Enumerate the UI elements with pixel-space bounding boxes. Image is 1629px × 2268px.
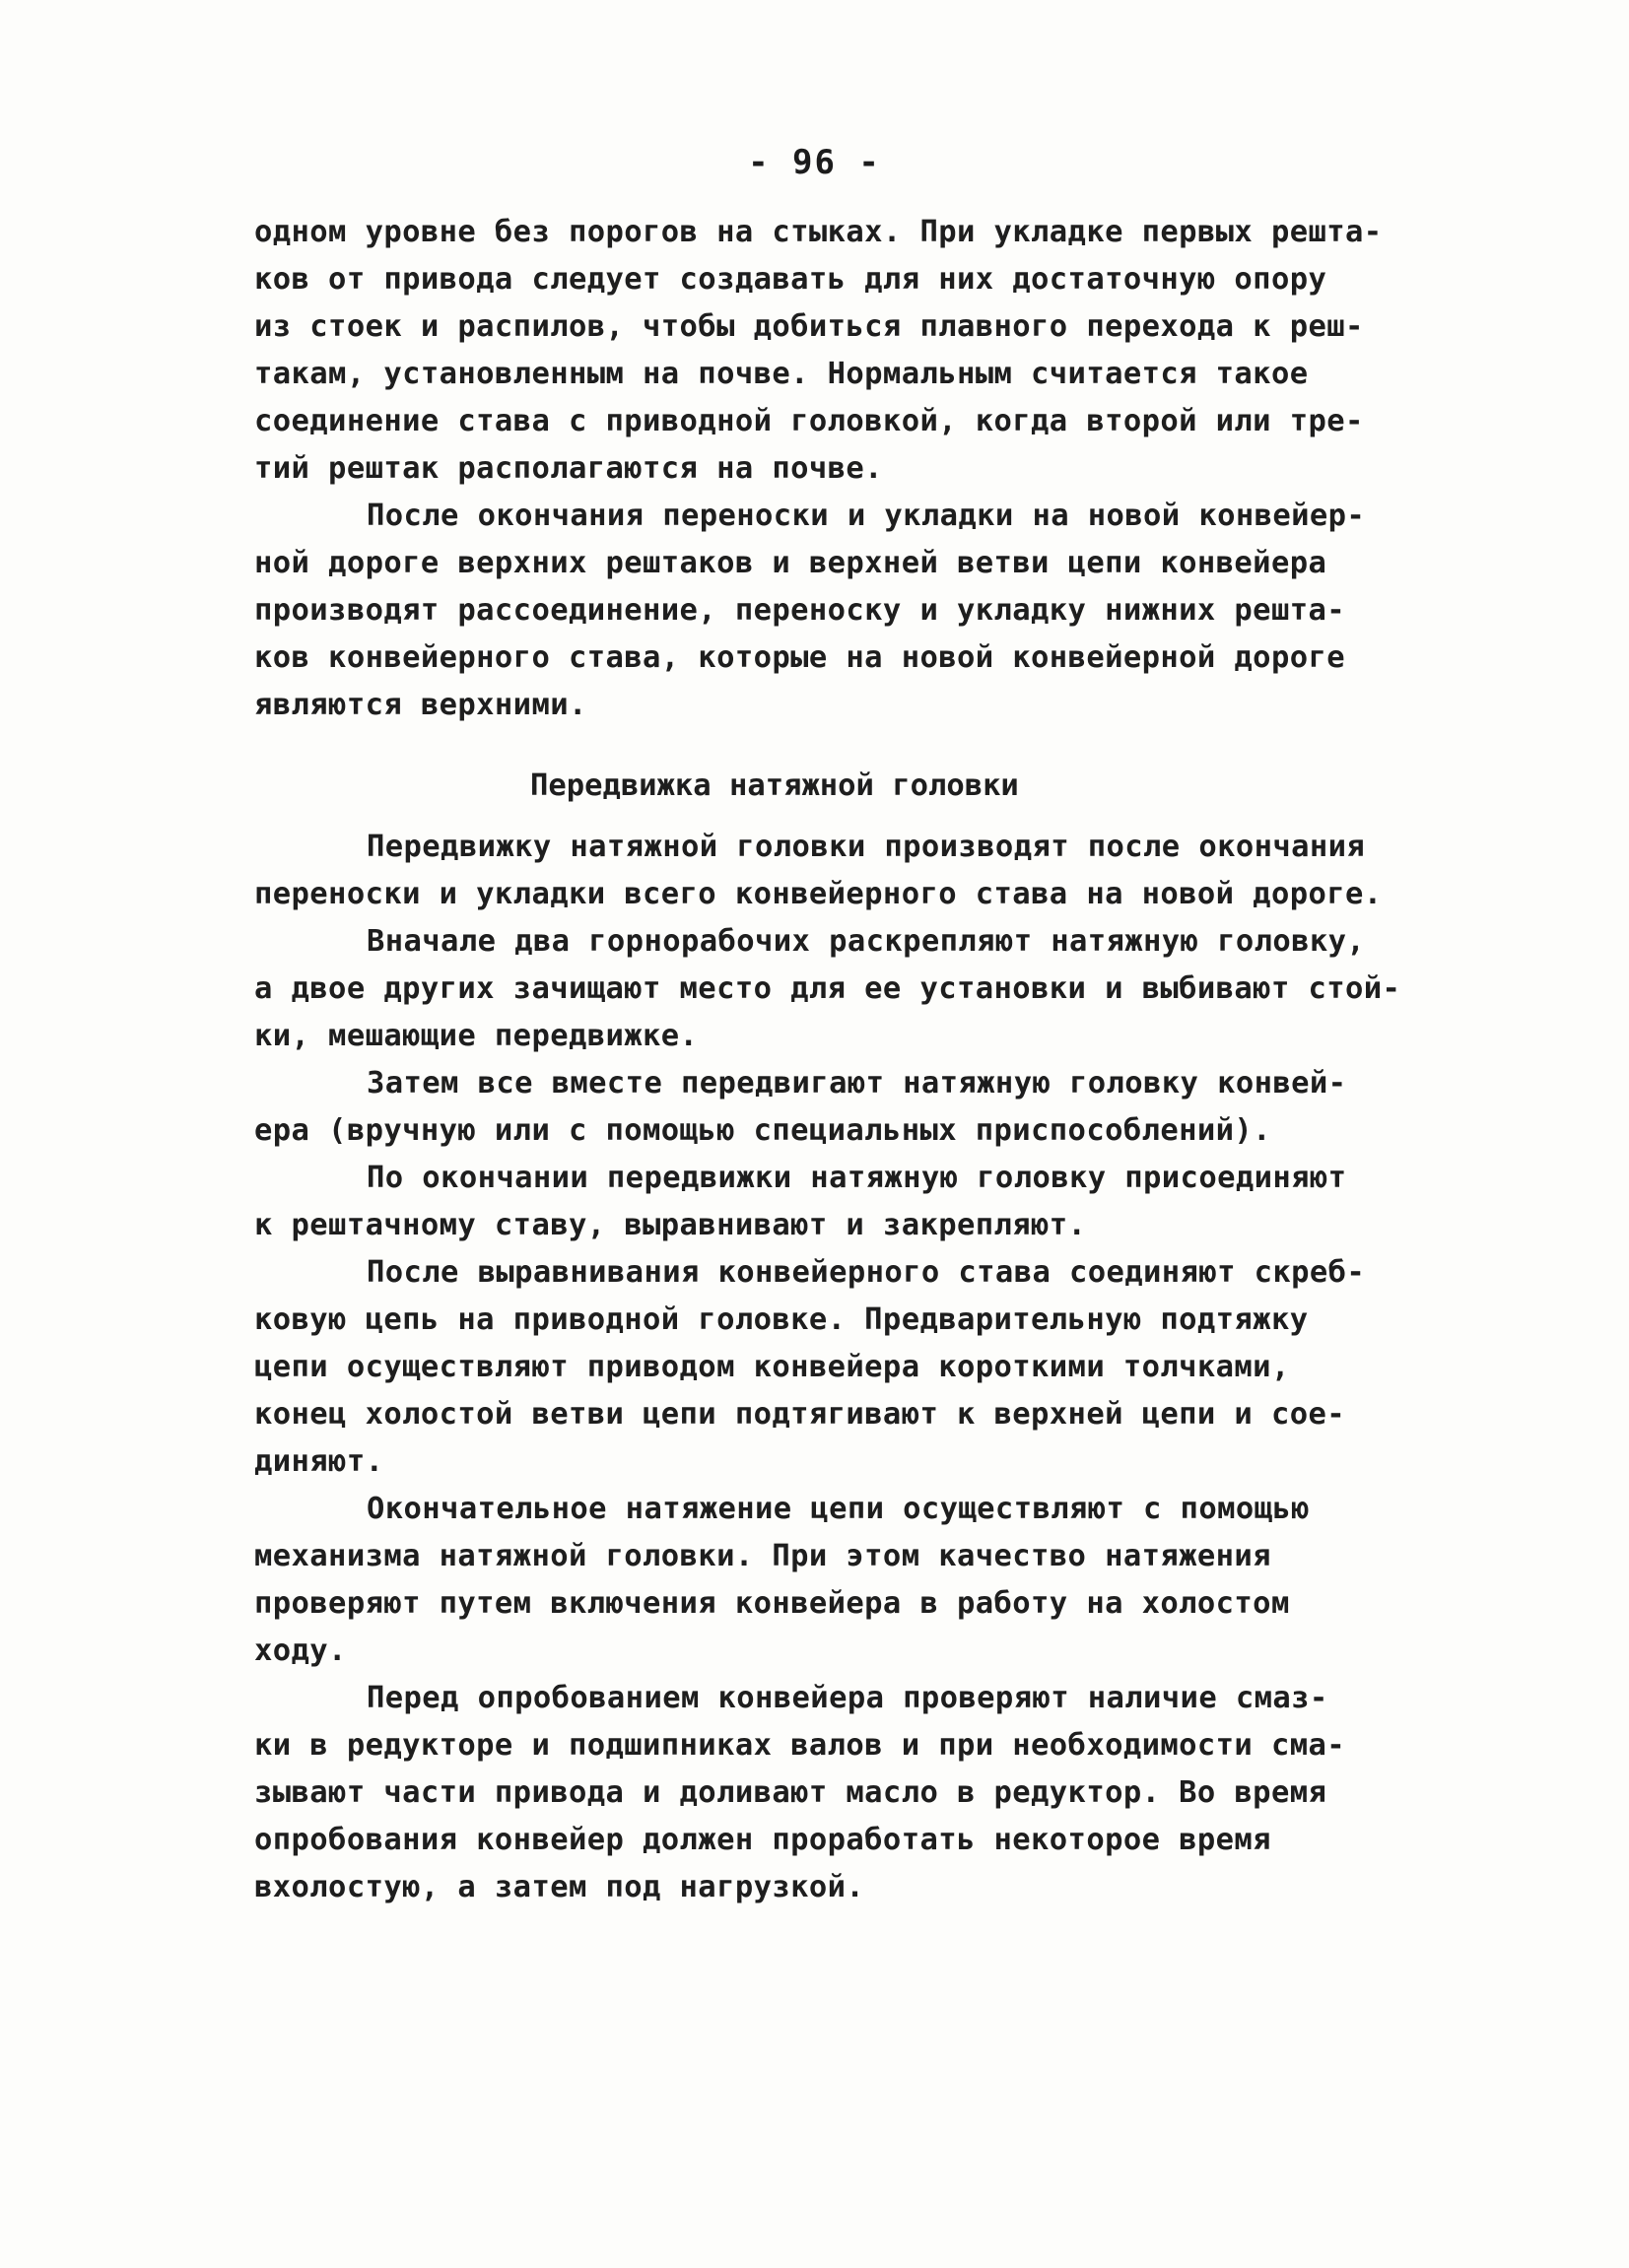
bottom-section <box>254 824 1407 1911</box>
text-line: По окончании передвижки натяжную головку присоединяют <box>367 1161 1347 1195</box>
text-line: ера (вручную или с помощью специальных приспособлений). <box>254 1113 1271 1148</box>
text-line: одном уровне без порогов на стыках. При укладке первых решта- <box>254 215 1383 249</box>
text-line: механизма натяжной головки. При этом качество натяжения <box>254 1539 1271 1573</box>
text-line: а двое других зачищают место для ее установки и выбивают стой- <box>254 971 1401 1006</box>
text-line: ков конвейерного става, которые на новой конвейерной дороге <box>254 640 1345 675</box>
text-line: ковую цепь на приводной головке. Предварительную подтяжку <box>254 1302 1309 1337</box>
section-heading: Передвижка натяжной головки <box>530 768 1019 803</box>
text-line: Вначале два горнорабочих раскрепляют натяжную головку, <box>367 924 1366 959</box>
paragraph <box>254 1486 1407 1675</box>
text-line: проверяют путем включения конвейера в работу на холостом <box>254 1586 1290 1621</box>
paragraph <box>254 1249 1407 1486</box>
text-line: Окончательное натяжение цепи осуществляют с помощью <box>367 1492 1310 1526</box>
text-line: соединение става с приводной головкой, когда второй или тре- <box>254 404 1364 438</box>
text-line: тий рештак располагаются на почве. <box>254 451 883 486</box>
text-line: опробования конвейер должен проработать некоторое время <box>254 1823 1271 1857</box>
text-line: Затем все вместе передвигают натяжную головку конвей- <box>367 1066 1347 1101</box>
paragraph <box>254 209 1407 493</box>
text-line: После выравнивания конвейерного става соединяют скреб- <box>367 1255 1366 1290</box>
text-line: производят рассоединение, переноску и укладку нижних решта- <box>254 593 1345 628</box>
text-line: зывают части привода и доливают масло в редуктор. Во время <box>254 1775 1327 1810</box>
body-text <box>254 209 1407 1911</box>
paragraph <box>254 824 1407 918</box>
text-line: конец холостой ветви цепи подтягивают к верхней цепи и сое- <box>254 1397 1345 1432</box>
text-line: вхолостую, а затем под нагрузкой. <box>254 1870 865 1904</box>
page-number: - 96 - <box>748 143 881 182</box>
text-line: цепи осуществляют приводом конвейера короткими толчками, <box>254 1350 1290 1384</box>
text-line: такам, установленным на почве. Нормальным считается такое <box>254 357 1309 391</box>
paragraph <box>254 918 1407 1060</box>
text-line: ходу. <box>254 1634 347 1668</box>
text-line: диняют. <box>254 1444 384 1479</box>
text-line: Передвижку натяжной головки производят после окончания <box>367 830 1366 864</box>
paragraph <box>254 1675 1407 1911</box>
text-line: ки, мешающие передвижке. <box>254 1019 699 1053</box>
text-line: ков от привода следует создавать для них достаточную опору <box>254 262 1327 297</box>
text-line: к рештачному ставу, выравнивают и закрепляют. <box>254 1208 1087 1242</box>
text-line: После окончания переноски и укладки на новой конвейер- <box>367 499 1366 533</box>
text-line: ной дороге верхних рештаков и верхней ветви цепи конвейера <box>254 546 1327 580</box>
paragraph <box>254 1155 1407 1249</box>
text-line: Перед опробованием конвейера проверяют наличие смаз- <box>367 1681 1328 1715</box>
top-section <box>254 209 1407 729</box>
paragraph <box>254 1060 1407 1155</box>
paragraph <box>254 493 1407 729</box>
text-line: из стоек и распилов, чтобы добиться плавного перехода к реш- <box>254 309 1364 344</box>
text-line: переноски и укладки всего конвейерного става на новой дороге. <box>254 877 1383 911</box>
text-line: являются верхними. <box>254 688 587 722</box>
text-line: ки в редукторе и подшипниках валов и при необходимости сма- <box>254 1728 1345 1763</box>
